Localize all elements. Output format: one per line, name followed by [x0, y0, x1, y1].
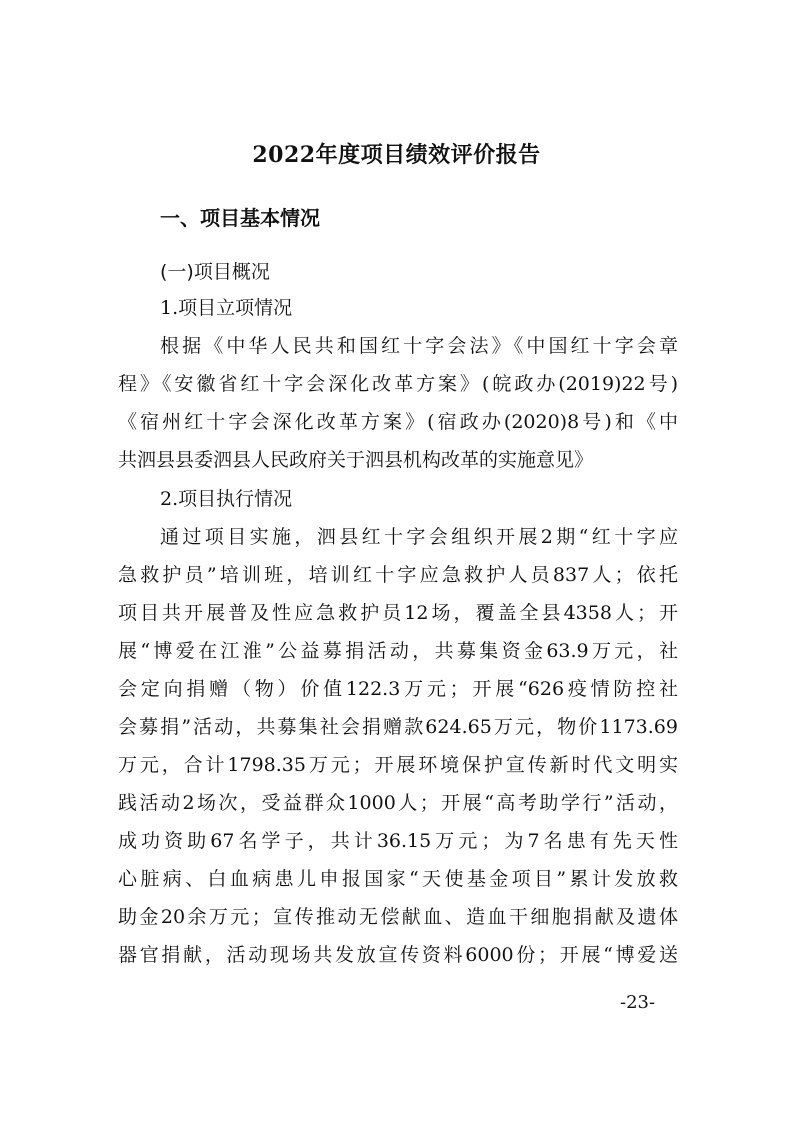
paragraph-line: 程》《安徽省红十字会深化改革方案》(皖政办(2019)22号) — [118, 373, 678, 395]
paragraph-line: 通过项目实施，泗县红十字会组织开展2期“红十字应 — [160, 526, 678, 548]
paragraph-line: 急救护员”培训班，培训红十字应急救护人员837人；依托 — [118, 564, 678, 586]
item1-heading: 1.项目立项情况 — [160, 297, 293, 319]
paragraph-line: 践活动2场次，受益群众1000人；开展“高考助学行”活动， — [118, 792, 678, 814]
paragraph-line: 会募捐”活动，共募集社会捐赠款624.65万元，物价1173.69 — [118, 716, 678, 738]
document-title: 2022年度项目绩效评价报告 — [252, 142, 541, 168]
paragraph-line: 助金20余万元；宣传推动无偿献血、造血干细胞捐献及遗体 — [118, 906, 678, 928]
paragraph-line: 展“博爱在江淮”公益募捐活动，共募集资金63.9万元，社 — [118, 640, 678, 662]
subsection-heading: (一)项目概况 — [160, 261, 270, 283]
paragraph-line: 共泗县县委泗县人民政府关于泗县机构改革的实施意见》 — [118, 449, 594, 471]
paragraph-line: 心脏病、白血病患儿申报国家“天使基金项目”累计发放救 — [118, 868, 678, 890]
section-heading: 一、项目基本情况 — [160, 206, 320, 230]
paragraph-line: 《宿州红十字会深化改革方案》(宿政办(2020)8号)和《中 — [118, 411, 678, 433]
paragraph-line: 器官捐献，活动现场共发放宣传资料6000份；开展“博爱送 — [118, 944, 678, 966]
paragraph-line: 会定向捐赠（物）价值122.3万元；开展“626疫情防控社 — [118, 678, 678, 700]
paragraph-line: 项目共开展普及性应急救护员12场，覆盖全县4358人；开 — [118, 602, 678, 624]
paragraph-line: 根据《中华人民共和国红十字会法》《中国红十字会章 — [160, 335, 678, 357]
item2-heading: 2.项目执行情况 — [160, 488, 293, 510]
page-number: -23- — [620, 992, 656, 1013]
paragraph-line: 成功资助67名学子，共计36.15万元；为7名患有先天性 — [118, 830, 678, 852]
paragraph-line: 万元，合计1798.35万元；开展环境保护宣传新时代文明实 — [118, 754, 678, 776]
